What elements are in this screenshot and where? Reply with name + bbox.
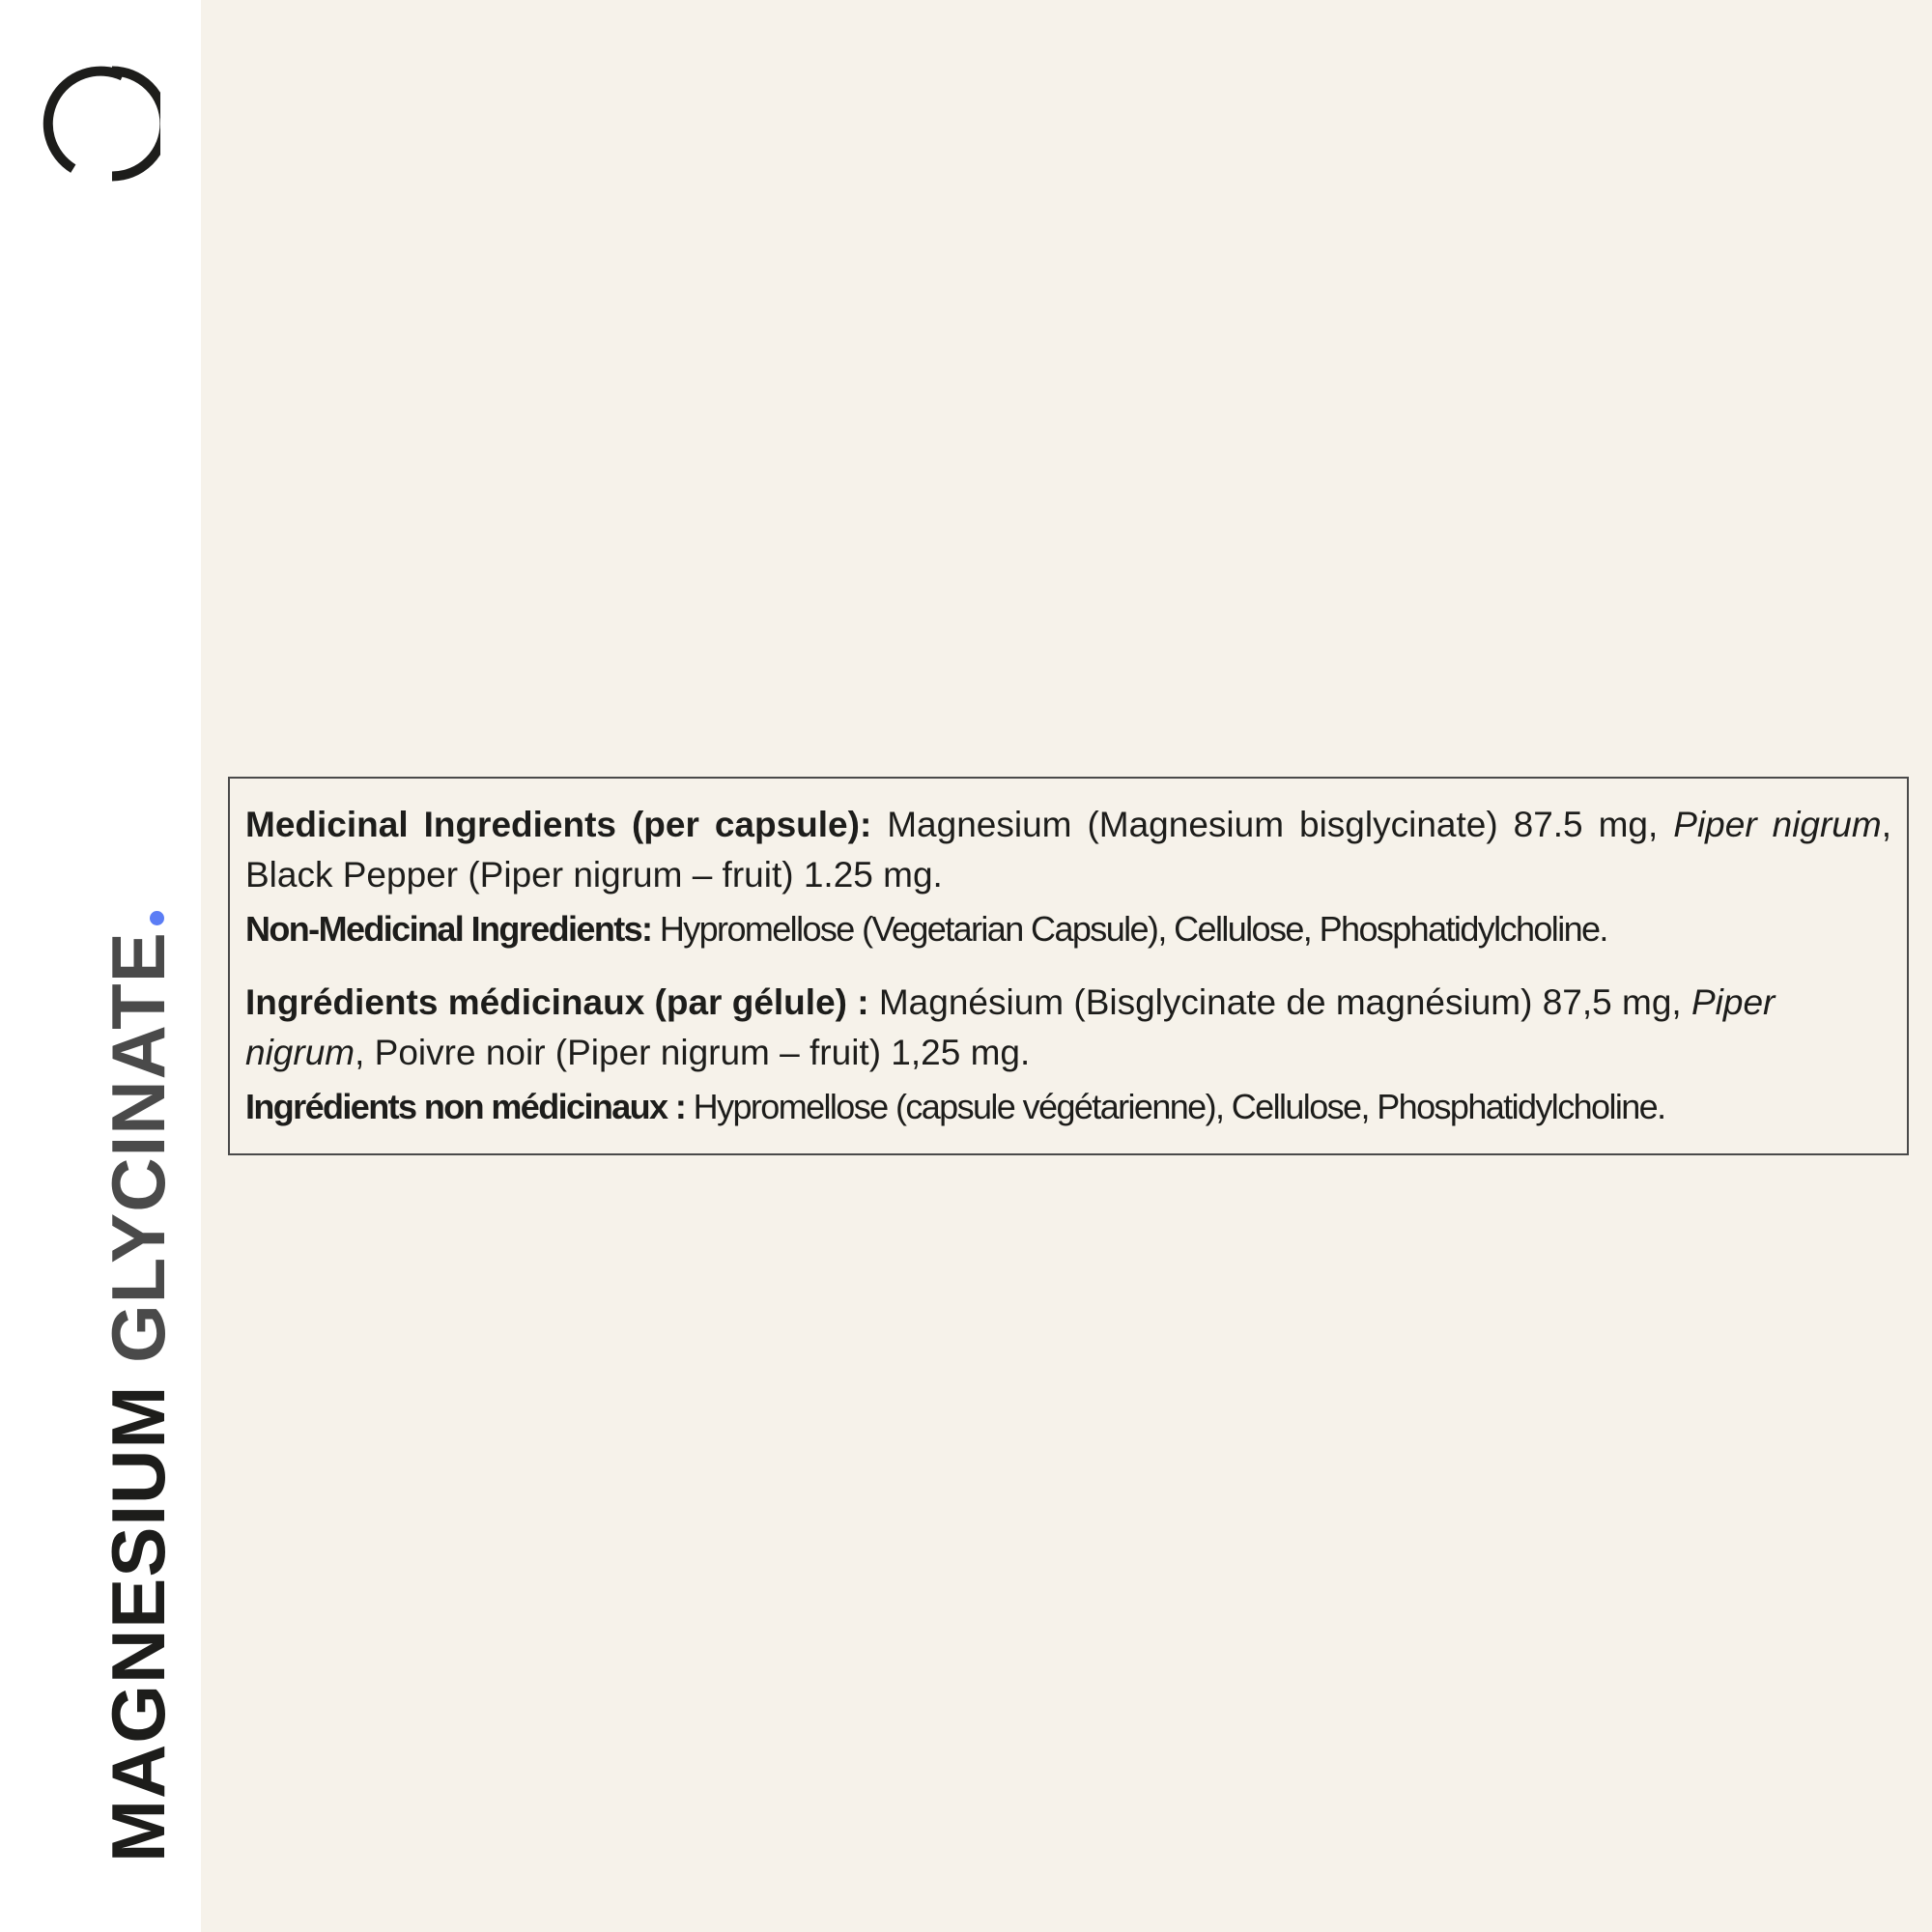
open-circle-logo-icon [41,64,160,184]
medicinal-text-en-2: , Black Pepper (Piper nigrum – fruit) 1.25 mg. [245,805,1891,895]
medicinal-ingredients-fr [245,978,1891,1078]
non-medicinal-text-fr: Hypromellose (capsule végétarienne), Cellulose, Phosphatidylcholine. [685,1087,1665,1126]
medicinal-heading-en: Medicinal Ingredients (per capsule): [245,805,872,844]
medicinal-text-fr-1: Magnésium (Bisglycinate de magnésium) 87,5 mg, [868,982,1691,1022]
product-title-word-2: GLYCINATE [96,931,181,1363]
medicinal-text-en-1: Magnesium (Magnesium bisglycinate) 87.5 mg, [871,805,1674,844]
non-medicinal-heading-en: Non-Medicinal Ingredients: [245,909,652,949]
product-title [96,911,181,1862]
non-medicinal-ingredients-en [245,904,1891,954]
medicinal-latin-fr: Piper nigrum [245,982,1776,1072]
ingredients-panel [228,777,1909,1155]
non-medicinal-text-en: Hypromellose (Vegetarian Capsule), Cellulose, Phosphatidylcholine. [651,909,1607,949]
medicinal-text-fr-2: , Poivre noir (Piper nigrum – fruit) 1,25 mg. [355,1033,1031,1072]
non-medicinal-heading-fr: Ingrédients non médicinaux : [245,1087,686,1126]
medicinal-heading-fr: Ingrédients médicinaux (par gélule) : [245,982,869,1022]
accent-dot [150,911,164,925]
sidebar [0,0,201,1932]
medicinal-ingredients-en [245,800,1891,900]
non-medicinal-ingredients-fr [245,1082,1891,1132]
medicinal-latin-en: Piper nigrum [1673,805,1882,844]
product-title-word-1: MAGNESIUM [96,1384,181,1862]
